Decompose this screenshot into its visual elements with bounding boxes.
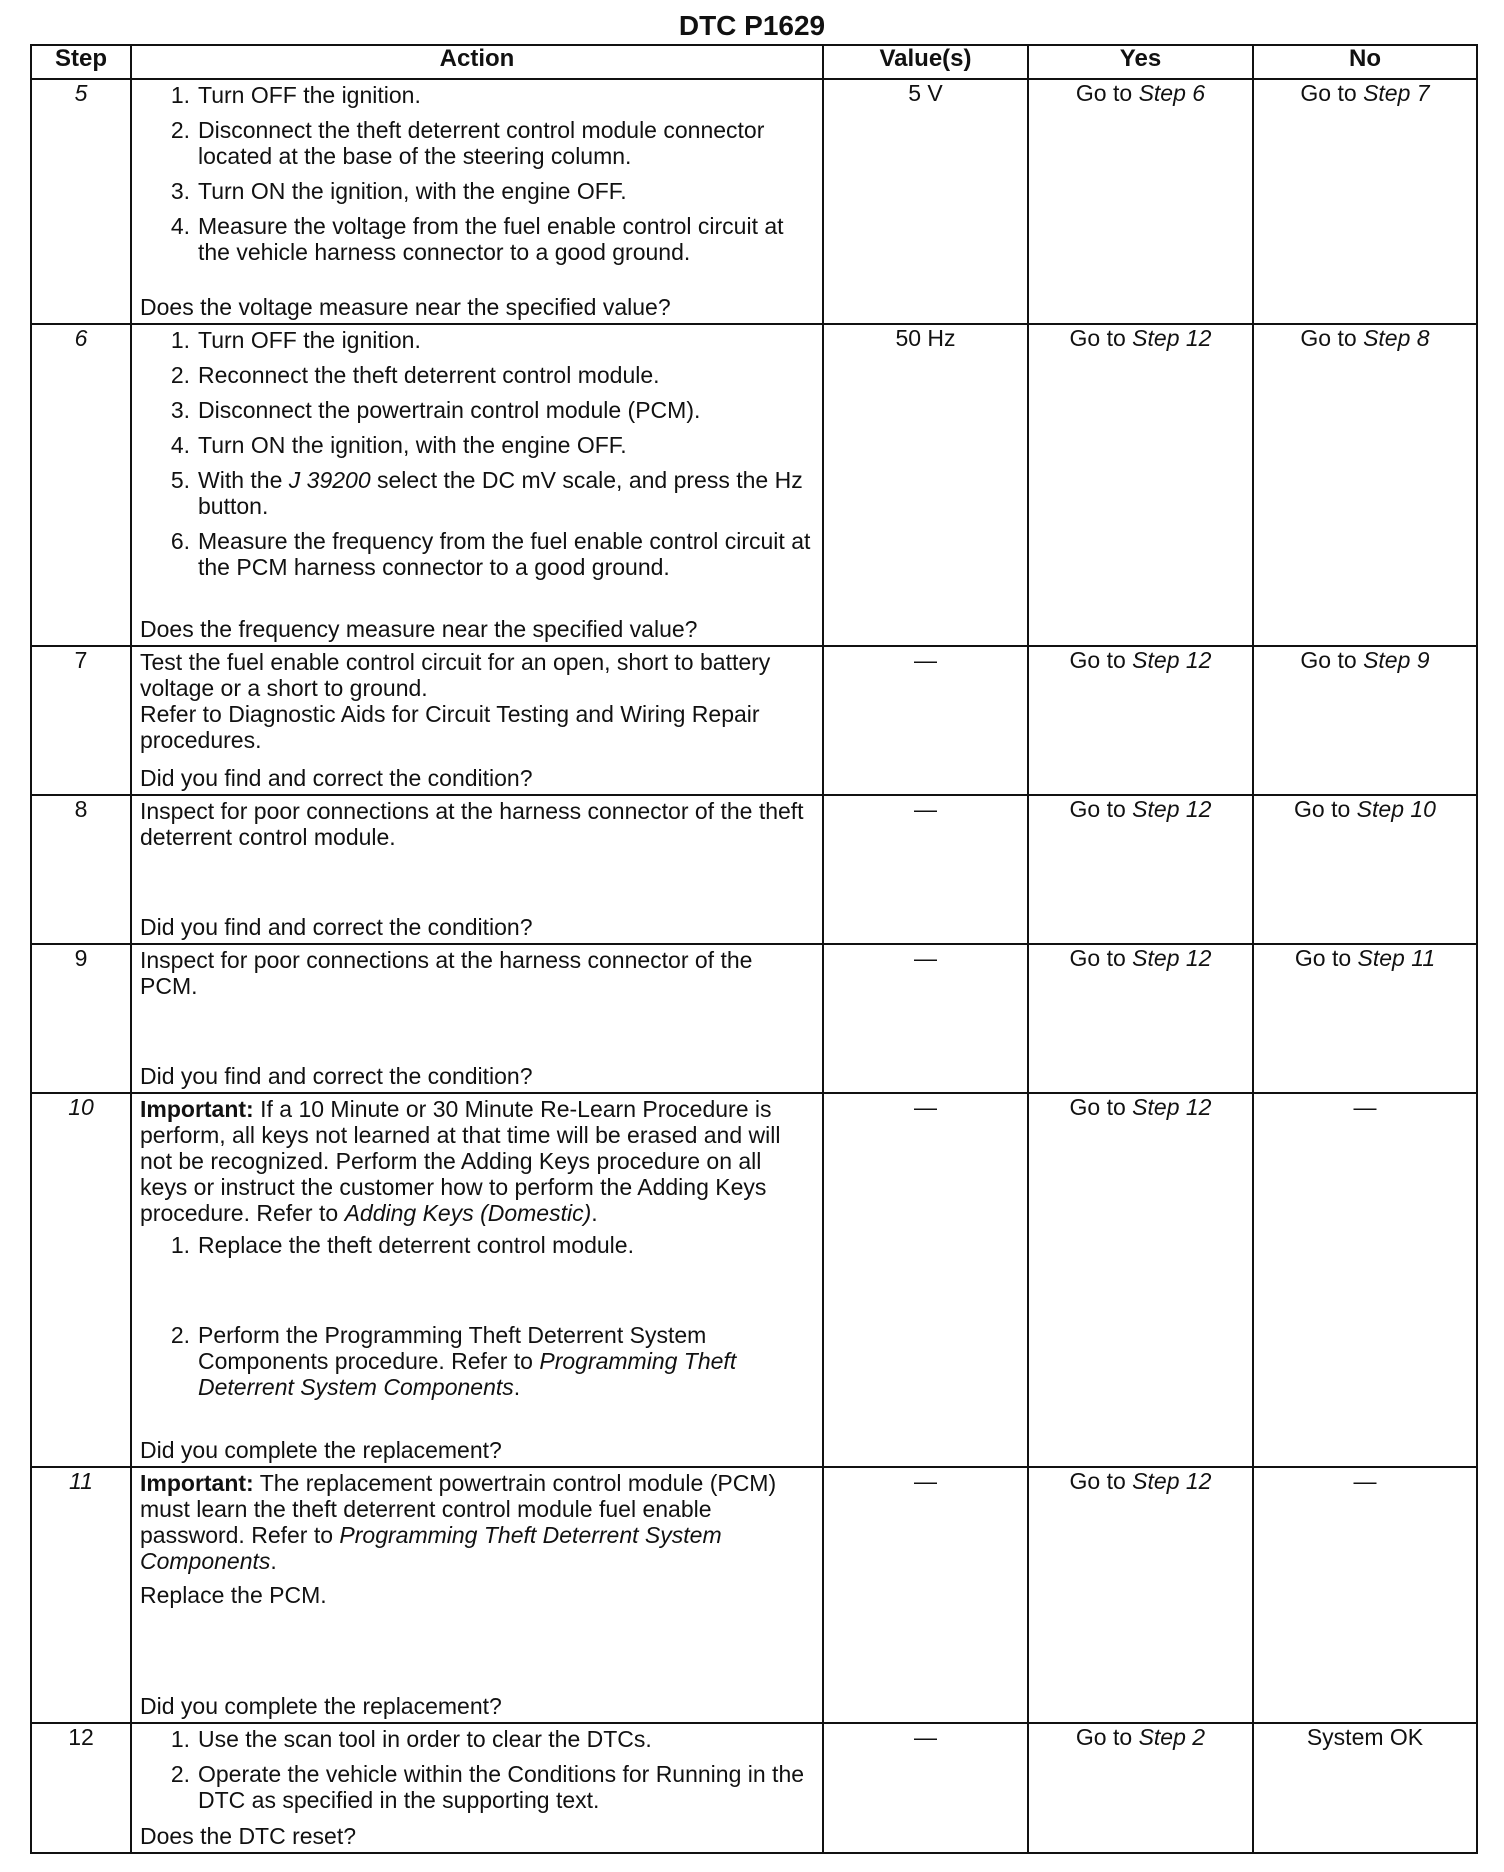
- action-question: Does the voltage measure near the specified value?: [140, 294, 671, 320]
- action-text: Test the fuel enable control circuit for an open, short to battery voltage or a short to ground.: [140, 649, 771, 701]
- step-number: 5: [31, 79, 131, 324]
- action-question: Did you complete the replacement?: [140, 1437, 502, 1463]
- list-item: 6. Measure the frequency from the fuel enable control circuit at the PCM harness connector to a good ground.: [170, 528, 811, 580]
- step-number: 6: [31, 324, 131, 646]
- action-cell: [131, 1467, 823, 1723]
- table-row: [31, 1723, 1477, 1853]
- value-cell: 5 V: [823, 79, 1028, 324]
- table-row: [31, 79, 1477, 324]
- action-text: Refer to Diagnostic Aids for Circuit Testing and Wiring Repair procedures.: [140, 701, 760, 753]
- yes-cell: Go to Step 2: [1028, 1723, 1253, 1853]
- table-row: [31, 646, 1477, 795]
- list-item: 4. Turn ON the ignition, with the engine OFF.: [170, 432, 627, 458]
- value-cell: —: [823, 646, 1028, 795]
- action-cell: [131, 324, 823, 646]
- list-item: 3. Turn ON the ignition, with the engine OFF.: [170, 178, 627, 204]
- action-cell: [131, 1093, 823, 1467]
- table-row: [31, 795, 1477, 944]
- action-cell: [131, 944, 823, 1093]
- column-header-step: Step: [31, 45, 131, 79]
- column-header-no: No: [1253, 45, 1477, 79]
- no-cell: Go to Step 7: [1253, 79, 1477, 324]
- list-item: 5. With the J 39200 select the DC mV scale, and press the Hz button.: [170, 467, 803, 519]
- no-cell: —: [1253, 1093, 1477, 1467]
- step-number: 9: [31, 944, 131, 1093]
- action-cell: [131, 646, 823, 795]
- list-item: 1. Replace the theft deterrent control module.: [170, 1232, 634, 1258]
- list-item: 2. Disconnect the theft deterrent control module connector located at the base of the steering column.: [170, 117, 765, 169]
- step-number: 8: [31, 795, 131, 944]
- table-row: [31, 1093, 1477, 1467]
- list-item: 3. Disconnect the powertrain control module (PCM).: [170, 397, 701, 423]
- action-steps: [140, 1726, 814, 1813]
- value-cell: —: [823, 1467, 1028, 1723]
- table-header-row: [31, 45, 1477, 79]
- no-cell: System OK: [1253, 1723, 1477, 1853]
- action-question: Did you find and correct the condition?: [140, 914, 533, 940]
- action-question: Did you complete the replacement?: [140, 1693, 502, 1719]
- action-question: Did you find and correct the condition?: [140, 765, 533, 791]
- no-cell: Go to Step 10: [1253, 795, 1477, 944]
- yes-cell: Go to Step 12: [1028, 1093, 1253, 1467]
- no-cell: Go to Step 8: [1253, 324, 1477, 646]
- action-steps: [140, 82, 814, 274]
- action-steps: [140, 1232, 814, 1400]
- value-cell: —: [823, 944, 1028, 1093]
- action-question: Does the DTC reset?: [140, 1823, 357, 1849]
- value-cell: 50 Hz: [823, 324, 1028, 646]
- step-number: 7: [31, 646, 131, 795]
- list-item: 1. Turn OFF the ignition.: [170, 82, 421, 108]
- list-item: 1. Turn OFF the ignition.: [170, 327, 421, 353]
- action-steps: [140, 327, 814, 589]
- dtc-table: [30, 44, 1478, 1854]
- action-question: Does the frequency measure near the specified value?: [140, 616, 698, 642]
- important-note: Important: If a 10 Minute or 30 Minute Re-Learn Procedure is perform, all keys not learned at that time will be erased and will not be recognized. Perform the Adding Keys procedure on all keys or instruct the customer how to perform the Adding Keys procedure. Refer to Adding Keys (Domestic).: [140, 1096, 781, 1226]
- yes-cell: Go to Step 12: [1028, 646, 1253, 795]
- table-row: [31, 324, 1477, 646]
- column-header-yes: Yes: [1028, 45, 1253, 79]
- no-cell: —: [1253, 1467, 1477, 1723]
- column-header-action: Action: [131, 45, 823, 79]
- action-text: Inspect for poor connections at the harness connector of the theft deterrent control module.: [140, 798, 804, 850]
- action-text: Inspect for poor connections at the harness connector of the PCM.: [140, 947, 753, 999]
- action-text: Replace the PCM.: [140, 1582, 327, 1608]
- value-cell: —: [823, 1093, 1028, 1467]
- yes-cell: Go to Step 12: [1028, 324, 1253, 646]
- action-cell: [131, 1723, 823, 1853]
- yes-cell: Go to Step 12: [1028, 1467, 1253, 1723]
- yes-cell: Go to Step 12: [1028, 795, 1253, 944]
- list-item: 2. Perform the Programming Theft Deterrent System Components procedure. Refer to Programming Theft Deterrent System Components.: [170, 1322, 737, 1400]
- action-cell: [131, 79, 823, 324]
- yes-cell: Go to Step 6: [1028, 79, 1253, 324]
- column-header-values: Value(s): [823, 45, 1028, 79]
- important-note: Important: The replacement powertrain control module (PCM) must learn the theft deterrent control module fuel enable password. Refer to Programming Theft Deterrent System Components.: [140, 1470, 777, 1574]
- value-cell: —: [823, 1723, 1028, 1853]
- table-row: [31, 944, 1477, 1093]
- no-cell: Go to Step 11: [1253, 944, 1477, 1093]
- action-question: Did you find and correct the condition?: [140, 1063, 533, 1089]
- no-cell: Go to Step 9: [1253, 646, 1477, 795]
- list-item: 2. Reconnect the theft deterrent control module.: [170, 362, 660, 388]
- table-row: [31, 1467, 1477, 1723]
- step-number: 12: [31, 1723, 131, 1853]
- list-item: 1. Use the scan tool in order to clear the DTCs.: [170, 1726, 652, 1752]
- step-number: 10: [31, 1093, 131, 1467]
- step-number: 11: [31, 1467, 131, 1723]
- value-cell: —: [823, 795, 1028, 944]
- yes-cell: Go to Step 12: [1028, 944, 1253, 1093]
- list-item: 4. Measure the voltage from the fuel enable control circuit at the vehicle harness connector to a good ground.: [170, 213, 784, 265]
- page-title: DTC P1629: [678, 10, 826, 41]
- action-cell: [131, 795, 823, 944]
- list-item: 2. Operate the vehicle within the Conditions for Running in the DTC as specified in the supporting text.: [170, 1761, 805, 1813]
